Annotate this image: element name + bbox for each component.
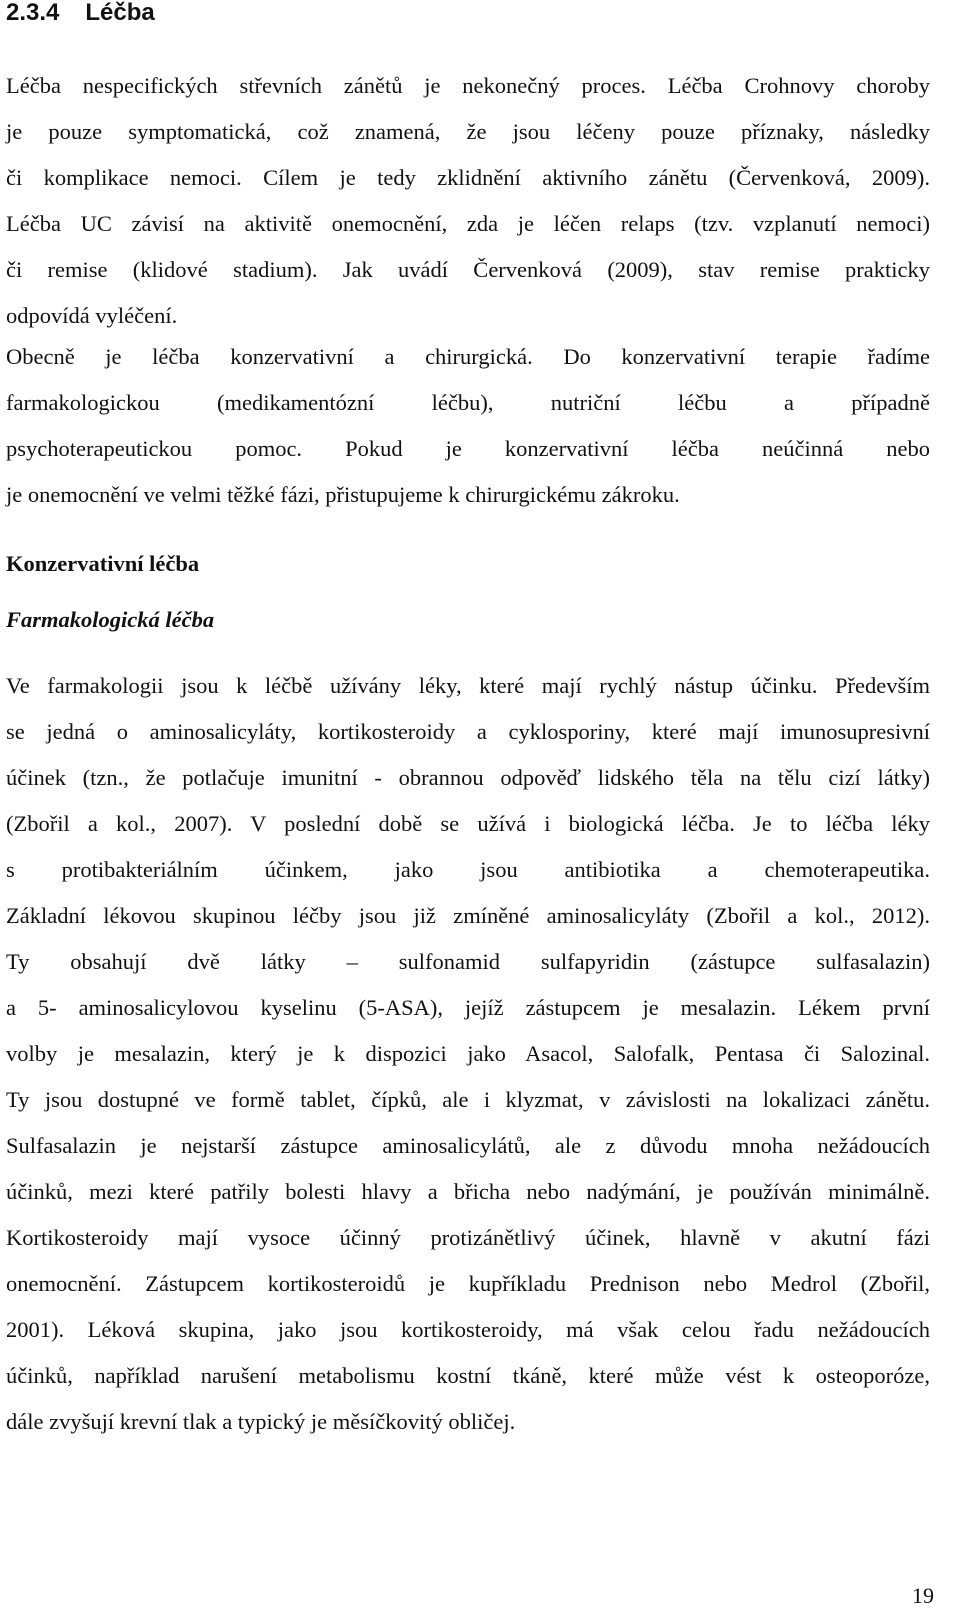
subheading-pharmacological: Farmakologická léčba <box>6 607 215 632</box>
subheading-conservative: Konzervativní léčba <box>6 551 200 576</box>
paragraph-line: Ty obsahují dvě látky – sulfonamid sulfapyridin (zástupce sulfasalazin) <box>6 949 930 974</box>
paragraph-line: Ve farmakologii jsou k léčbě užívány léky, které mají rychlý nástup účinku. Především <box>6 673 930 698</box>
paragraph-line: volby je mesalazin, který je k dispozici jako Asacol, Salofalk, Pentasa či Salozinal. <box>6 1041 930 1066</box>
section-number: 2.3.4 <box>6 0 60 26</box>
paragraph-line: Obecně je léčba konzervativní a chirurgická. Do konzervativní terapie řadíme <box>6 344 930 369</box>
paragraph-treatment-types <box>6 334 930 518</box>
paragraph-line: Základní lékovou skupinou léčby jsou již zmíněné aminosalicyláty (Zbořil a kol., 2012). <box>6 903 930 928</box>
paragraph-line: Léčba UC závisí na aktivitě onemocnění, zda je léčen relaps (tzv. vzplanutí nemoci) <box>6 211 930 236</box>
page-number: 19 <box>912 1583 934 1608</box>
paragraph-line: účinků, mezi které patřily bolesti hlavy a břicha nebo nadýmání, je používán minimálně. <box>6 1179 930 1204</box>
paragraph-line: Léčba nespecifických střevních zánětů je nekonečný proces. Léčba Crohnovy choroby <box>6 73 930 98</box>
paragraph-line: či remise (klidové stadium). Jak uvádí Červenková (2009), stav remise prakticky <box>6 257 930 282</box>
section-heading <box>6 0 155 28</box>
paragraph-line: s protibakteriálním účinkem, jako jsou antibiotika a chemoterapeutika. <box>6 857 930 882</box>
paragraph-line: je pouze symptomatická, což znamená, že jsou léčeny pouze příznaky, následky <box>6 119 930 144</box>
paragraph-line: je onemocnění ve velmi těžké fázi, přistupujeme k chirurgickému zákroku. <box>6 482 680 507</box>
paragraph-line: či komplikace nemoci. Cílem je tedy zklidnění aktivního zánětu (Červenková, 2009). <box>6 165 930 190</box>
paragraph-line: a 5- aminosalicylovou kyselinu (5-ASA), jejíž zástupcem je mesalazin. Lékem první <box>6 995 930 1020</box>
paragraph-line: odpovídá vyléčení. <box>6 303 178 328</box>
paragraph-line: onemocnění. Zástupcem kortikosteroidů je kupříkladu Prednison nebo Medrol (Zbořil, <box>6 1271 930 1296</box>
paragraph-line: účinků, například narušení metabolismu kostní tkáně, které může vést k osteoporóze, <box>6 1363 930 1388</box>
paragraph-line: dále zvyšují krevní tlak a typický je měsíčkovitý obličej. <box>6 1409 516 1434</box>
paragraph-line: Ty jsou dostupné ve formě tablet, čípků, ale i klyzmat, v závislosti na lokalizaci zánětu. <box>6 1087 930 1112</box>
paragraph-line: účinek (tzn., že potlačuje imunitní - obrannou odpověď lidského těla na tělu cizí látky) <box>6 765 930 790</box>
paragraph-pharmacology <box>6 663 930 1445</box>
paragraph-line: psychoterapeutickou pomoc. Pokud je konzervativní léčba neúčinná nebo <box>6 436 930 461</box>
section-title: Léčba <box>85 0 155 26</box>
paragraph-line: Kortikosteroidy mají vysoce účinný protizánětlivý účinek, hlavně v akutní fázi <box>6 1225 930 1250</box>
paragraph-line: (Zbořil a kol., 2007). V poslední době se užívá i biologická léčba. Je to léčba léky <box>6 811 930 836</box>
paragraph-line: 2001). Léková skupina, jako jsou kortikosteroidy, má však celou řadu nežádoucích <box>6 1317 930 1342</box>
paragraph-line: Sulfasalazin je nejstarší zástupce aminosalicylátů, ale z důvodu mnoha nežádoucích <box>6 1133 930 1158</box>
paragraph-line: farmakologickou (medikamentózní léčbu), nutriční léčbu a případně <box>6 390 930 415</box>
paragraph-line: se jedná o aminosalicyláty, kortikosteroidy a cyklosporiny, které mají imunosupresivní <box>6 719 930 744</box>
paragraph-intro <box>6 63 930 339</box>
